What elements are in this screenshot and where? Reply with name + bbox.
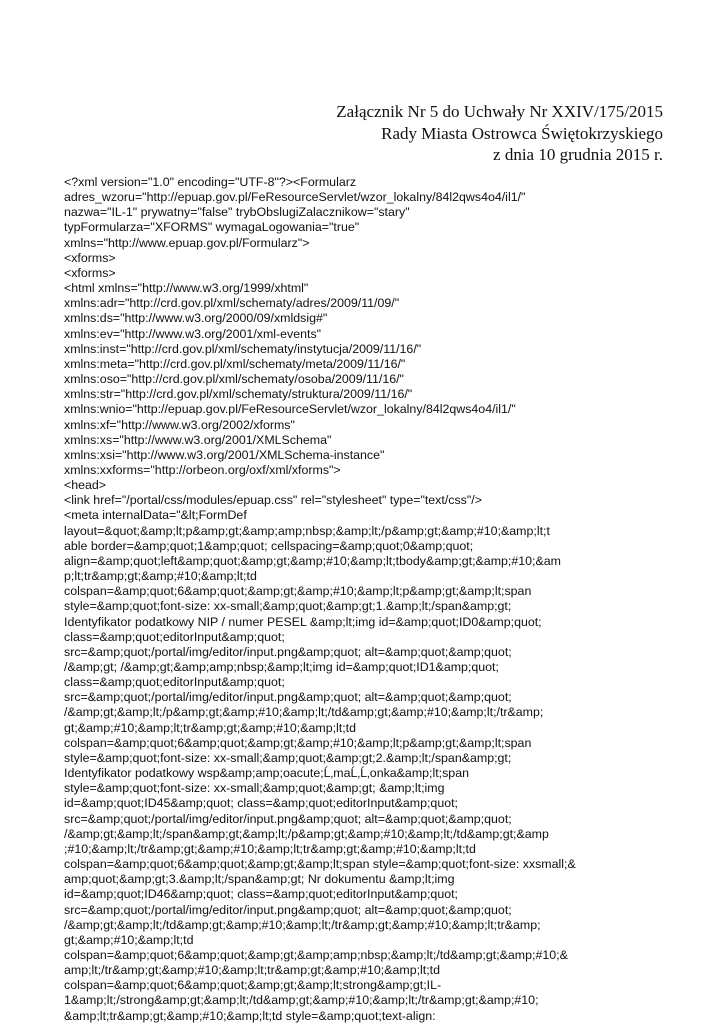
body-line: style=&amp;quot;font-size: xx-small;&amp;quot;&amp;gt;1.&amp;lt;/span&amp;gt; xyxy=(64,599,512,614)
body-line: typFormularza="XFORMS" wymagaLogowania="true" xyxy=(64,220,360,235)
body-line: src=&amp;quot;/portal/img/editor/input.png&amp;quot; alt=&amp;quot;&amp;quot; xyxy=(64,644,512,659)
body-line: colspan=&amp;quot;6&amp;quot;&amp;gt;&amp;#10;&amp;lt;p&amp;gt;&amp;lt;span xyxy=(64,735,532,750)
body-line: xmlns:inst="http://crd.gov.pl/xml/schematy/instytucja/2009/11/16/" xyxy=(64,341,422,356)
body-line: xmlns:xsi="http://www.w3.org/2001/XMLSchema-instance" xyxy=(64,447,385,462)
body-line: xmlns:xf="http://www.w3.org/2002/xforms" xyxy=(64,417,295,432)
body-line: <xforms> xyxy=(64,265,116,280)
body-line: layout=&quot;&amp;lt;p&amp;gt;&amp;amp;nbsp;&amp;lt;/p&amp;gt;&amp;#10;&amp;lt;t xyxy=(64,523,550,538)
body-line: xmlns:ev="http://www.w3.org/2001/xml-events" xyxy=(64,326,322,341)
body-line: <meta internalData="&lt;FormDef xyxy=(64,508,247,523)
body-line: xmlns:meta="http://crd.gov.pl/xml/schematy/meta/2009/11/16/" xyxy=(64,356,406,371)
body-line: xmlns:xxforms="http://orbeon.org/oxf/xml/xforms"> xyxy=(64,462,341,477)
body-line: p;lt;tr&amp;gt;&amp;#10;&amp;lt;td xyxy=(64,569,257,584)
body-line: xmlns:wnio="http://epuap.gov.pl/FeResourceServlet/wzor_lokalny/84l2qws4o4/il1/" xyxy=(64,402,516,417)
body-line: xmlns:str="http://crd.gov.pl/xml/schematy/struktura/2009/11/16/" xyxy=(64,387,413,402)
body-line: amp;lt;/tr&amp;gt;&amp;#10;&amp;lt;tr&amp;gt;&amp;#10;&amp;lt;td xyxy=(64,963,441,978)
body-line: able border=&amp;quot;1&amp;quot; cellspacing=&amp;quot;0&amp;quot; xyxy=(64,538,474,553)
body-line: Identyfikator podatkowy wsp&amp;amp;oacute;Ĺ‚maĹ‚Ĺ‚onka&amp;lt;span xyxy=(64,766,469,781)
body-line: class=&amp;quot;editorInput&amp;quot; xyxy=(64,675,285,690)
header-line-1: Załącznik Nr 5 do Uchwały Nr XXIV/175/2015 xyxy=(336,102,663,121)
header-line-2: Rady Miasta Ostrowca Świętokrzyskiego xyxy=(381,123,663,143)
body-line: xmlns:oso="http://crd.gov.pl/xml/schematy/osoba/2009/11/16/" xyxy=(64,372,404,387)
body-line: Identyfikator podatkowy NIP / numer PESEL &amp;lt;img id=&amp;quot;ID0&amp;quot; xyxy=(64,614,542,629)
header-line-3: z dnia 10 grudnia 2015 r. xyxy=(493,145,663,164)
body-line: nazwa="IL-1" prywatny="false" trybObslugiZalacznikow="stary" xyxy=(64,205,410,220)
body-line: xmlns:ds="http://www.w3.org/2000/09/xmldsig#" xyxy=(64,311,328,326)
body-line: /&amp;gt; /&amp;gt;&amp;amp;nbsp;&amp;lt;img id=&amp;quot;ID1&amp;quot; xyxy=(64,660,499,674)
body-line: adres_wzoru="http://epuap.gov.pl/FeResourceServlet/wzor_lokalny/84l2qws4o4/il1/" xyxy=(64,190,526,205)
body-line: class=&amp;quot;editorInput&amp;quot; xyxy=(64,629,285,644)
body-line: /&amp;gt;&amp;lt;/span&amp;gt;&amp;lt;/p&amp;gt;&amp;#10;&amp;lt;/td&amp;gt;&amp xyxy=(64,826,549,841)
body-line: colspan=&amp;quot;6&amp;quot;&amp;gt;&amp;lt;strong&amp;gt;IL- xyxy=(64,978,442,993)
body-line: src=&amp;quot;/portal/img/editor/input.png&amp;quot; alt=&amp;quot;&amp;quot; xyxy=(64,902,512,917)
body-line: style=&amp;quot;font-size: xx-small;&amp;quot;&amp;gt; &amp;lt;img xyxy=(64,781,445,796)
body-line: gt;&amp;#10;&amp;lt;tr&amp;gt;&amp;#10;&amp;lt;td xyxy=(64,720,357,735)
body-line: ;#10;&amp;lt;/tr&amp;gt;&amp;#10;&amp;lt;tr&amp;gt;&amp;#10;&amp;lt;td xyxy=(64,841,476,856)
body-line: colspan=&amp;quot;6&amp;quot;&amp;gt;&amp;amp;nbsp;&amp;lt;/td&amp;gt;&amp;#10;& xyxy=(64,947,568,962)
body-line: /&amp;gt;&amp;lt;/p&amp;gt;&amp;#10;&amp;lt;/td&amp;gt;&amp;#10;&amp;lt;/tr&amp; xyxy=(64,705,544,720)
body-line: style=&amp;quot;font-size: xx-small;&amp;quot;&amp;gt;2.&amp;lt;/span&amp;gt; xyxy=(64,750,512,765)
body-line: id=&amp;quot;ID46&amp;quot; class=&amp;quot;editorInput&amp;quot; xyxy=(64,887,458,902)
body-line: <link href="/portal/css/modules/epuap.css" rel="stylesheet" type="text/css"/> xyxy=(64,493,482,508)
xml-body-text xyxy=(64,175,674,1024)
body-line: xmlns:adr="http://crd.gov.pl/xml/schematy/adres/2009/11/09/" xyxy=(64,296,400,311)
body-line: xmlns:xs="http://www.w3.org/2001/XMLSchema" xyxy=(64,432,332,447)
body-line: &amp;lt;tr&amp;gt;&amp;#10;&amp;lt;td style=&amp;quot;text-align: xyxy=(64,1008,436,1023)
body-line: <xforms> xyxy=(64,250,116,265)
body-line: amp;quot;&amp;gt;3.&amp;lt;/span&amp;gt; Nr dokumentu &amp;lt;img xyxy=(64,872,455,887)
body-line: id=&amp;quot;ID45&amp;quot; class=&amp;quot;editorInput&amp;quot; xyxy=(64,796,458,811)
body-line: /&amp;gt;&amp;lt;/td&amp;gt;&amp;#10;&amp;lt;/tr&amp;gt;&amp;#10;&amp;lt;tr&amp; xyxy=(64,917,541,932)
body-line: src=&amp;quot;/portal/img/editor/input.png&amp;quot; alt=&amp;quot;&amp;quot; xyxy=(64,690,512,705)
body-line: <html xmlns="http://www.w3.org/1999/xhtml" xyxy=(64,281,309,296)
body-line: <?xml version="1.0" encoding="UTF-8"?><Formularz xyxy=(64,175,357,189)
body-line: colspan=&amp;quot;6&amp;quot;&amp;gt;&amp;lt;span style=&amp;quot;font-size: xxsmall;& xyxy=(64,857,576,872)
body-line: colspan=&amp;quot;6&amp;quot;&amp;gt;&amp;#10;&amp;lt;p&amp;gt;&amp;lt;span xyxy=(64,584,532,599)
body-line: xmlns="http://www.epuap.gov.pl/Formularz"> xyxy=(64,235,310,250)
body-line: align=&amp;quot;left&amp;quot;&amp;gt;&amp;#10;&amp;lt;tbody&amp;gt;&amp;#10;&am xyxy=(64,553,561,568)
body-line: 1&amp;lt;/strong&amp;gt;&amp;lt;/td&amp;gt;&amp;#10;&amp;lt;/tr&amp;gt;&amp;#10; xyxy=(64,993,539,1008)
body-line: <head> xyxy=(64,478,107,493)
body-line: gt;&amp;#10;&amp;lt;td xyxy=(64,932,194,947)
attachment-header xyxy=(336,101,663,166)
body-line: src=&amp;quot;/portal/img/editor/input.png&amp;quot; alt=&amp;quot;&amp;quot; xyxy=(64,811,512,826)
